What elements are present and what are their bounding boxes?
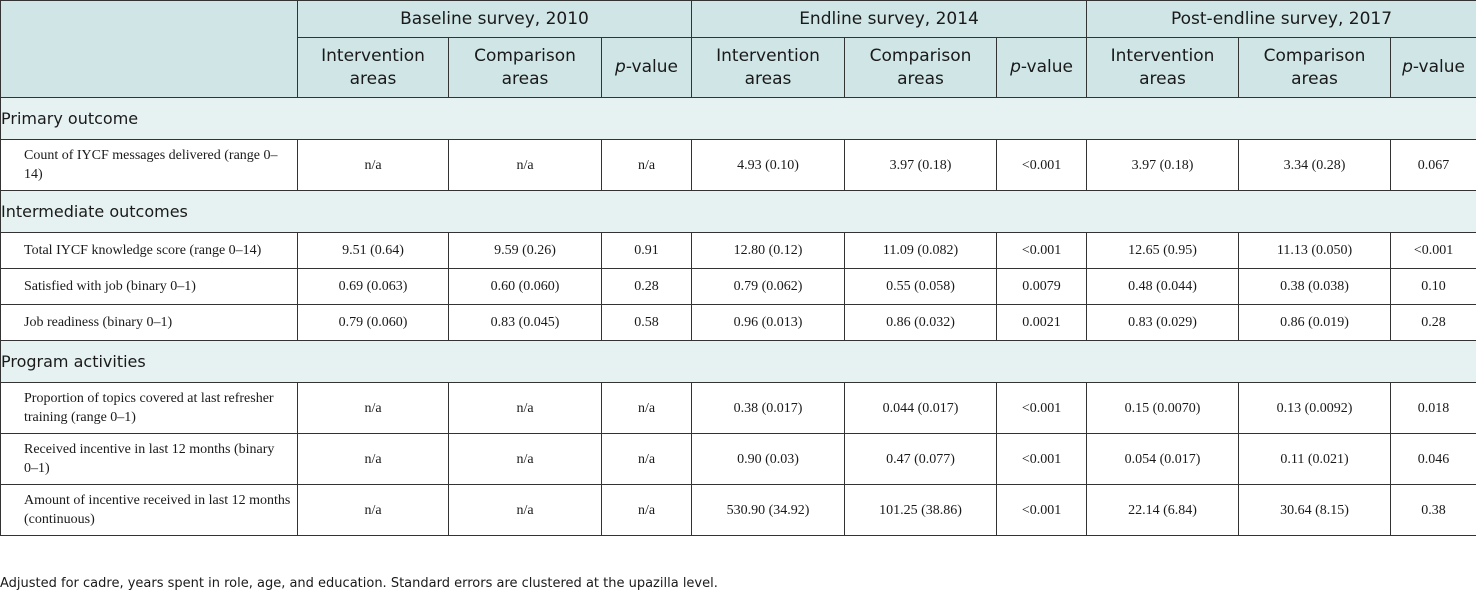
p-value-cell: <0.001 (997, 383, 1087, 434)
value-cell: 3.34 (0.28) (1239, 140, 1391, 191)
value-cell: 0.79 (0.060) (298, 305, 449, 341)
value-cell: 0.83 (0.045) (449, 305, 602, 341)
value-cell: 0.38 (0.017) (692, 383, 845, 434)
p-value-cell: 0.10 (1391, 269, 1476, 305)
value-cell: n/a (298, 485, 449, 536)
value-cell: n/a (298, 383, 449, 434)
value-cell: 0.38 (0.038) (1239, 269, 1391, 305)
value-cell: 0.86 (0.032) (845, 305, 997, 341)
value-cell: 12.65 (0.95) (1087, 233, 1239, 269)
value-cell: 0.15 (0.0070) (1087, 383, 1239, 434)
section-title: Program activities (1, 341, 1476, 383)
section-title: Primary outcome (1, 98, 1476, 140)
value-cell: 0.48 (0.044) (1087, 269, 1239, 305)
header-comparison-areas: Comparison areas (1239, 38, 1391, 98)
value-cell: 22.14 (6.84) (1087, 485, 1239, 536)
value-cell: 0.79 (0.062) (692, 269, 845, 305)
header-group-post-endline: Post-endline survey, 2017 (1087, 1, 1476, 38)
table-footnote: Adjusted for cadre, years spent in role, age, and education. Standard errors are clustered at the upazilla level. (0, 576, 718, 591)
row-label: Proportion of topics covered at last refresher training (range 0–1) (1, 383, 298, 434)
row-label: Job readiness (binary 0–1) (1, 305, 298, 341)
value-cell: 9.59 (0.26) (449, 233, 602, 269)
p-value-cell: n/a (602, 383, 692, 434)
p-value-cell: 0.38 (1391, 485, 1476, 536)
table-row (1, 140, 1476, 191)
table-row (1, 383, 1476, 434)
p-value-cell: n/a (602, 434, 692, 485)
value-cell: 0.86 (0.019) (1239, 305, 1391, 341)
header-blank-cell (1, 1, 298, 98)
row-label: Satisfied with job (binary 0–1) (1, 269, 298, 305)
table-row (1, 233, 1476, 269)
value-cell: 3.97 (0.18) (1087, 140, 1239, 191)
value-cell: 0.13 (0.0092) (1239, 383, 1391, 434)
row-label: Received incentive in last 12 months (binary 0–1) (1, 434, 298, 485)
value-cell: n/a (449, 383, 602, 434)
header-comparison-areas: Comparison areas (449, 38, 602, 98)
p-value-cell: 0.28 (602, 269, 692, 305)
value-cell: 11.13 (0.050) (1239, 233, 1391, 269)
p-value-cell: <0.001 (1391, 233, 1476, 269)
header-intervention-areas: Intervention areas (1087, 38, 1239, 98)
header-intervention-areas: Intervention areas (692, 38, 845, 98)
p-value-cell: <0.001 (997, 434, 1087, 485)
value-cell: 0.55 (0.058) (845, 269, 997, 305)
value-cell: 9.51 (0.64) (298, 233, 449, 269)
row-label: Amount of incentive received in last 12 months (continuous) (1, 485, 298, 536)
value-cell: 4.93 (0.10) (692, 140, 845, 191)
value-cell: 11.09 (0.082) (845, 233, 997, 269)
p-value-cell: 0.28 (1391, 305, 1476, 341)
value-cell: n/a (298, 140, 449, 191)
value-cell: n/a (449, 485, 602, 536)
p-value-cell: n/a (602, 485, 692, 536)
value-cell: 530.90 (34.92) (692, 485, 845, 536)
value-cell: 3.97 (0.18) (845, 140, 997, 191)
p-value-cell: 0.58 (602, 305, 692, 341)
section-row-program (1, 341, 1476, 383)
header-comparison-areas: Comparison areas (845, 38, 997, 98)
table-row (1, 434, 1476, 485)
value-cell: 0.90 (0.03) (692, 434, 845, 485)
table-row (1, 485, 1476, 536)
value-cell: 0.60 (0.060) (449, 269, 602, 305)
p-value-cell: <0.001 (997, 140, 1087, 191)
value-cell: 30.64 (8.15) (1239, 485, 1391, 536)
section-row-primary (1, 98, 1476, 140)
p-value-cell: 0.0021 (997, 305, 1087, 341)
p-value-cell: 0.0079 (997, 269, 1087, 305)
p-value-cell: 0.067 (1391, 140, 1476, 191)
value-cell: n/a (449, 434, 602, 485)
value-cell: 0.47 (0.077) (845, 434, 997, 485)
header-group-endline: Endline survey, 2014 (692, 1, 1087, 38)
value-cell: 101.25 (38.86) (845, 485, 997, 536)
p-value-cell: 0.046 (1391, 434, 1476, 485)
p-value-cell: 0.018 (1391, 383, 1476, 434)
header-intervention-areas: Intervention areas (298, 38, 449, 98)
row-label: Count of IYCF messages delivered (range 0–14) (1, 140, 298, 191)
value-cell: n/a (449, 140, 602, 191)
value-cell: 0.83 (0.029) (1087, 305, 1239, 341)
p-value-cell: <0.001 (997, 233, 1087, 269)
header-p-value: p-value (602, 38, 692, 98)
value-cell: 0.044 (0.017) (845, 383, 997, 434)
table-row (1, 269, 1476, 305)
header-p-value: p-value (997, 38, 1087, 98)
value-cell: 0.054 (0.017) (1087, 434, 1239, 485)
value-cell: 0.69 (0.063) (298, 269, 449, 305)
header-group-baseline: Baseline survey, 2010 (298, 1, 692, 38)
section-title: Intermediate outcomes (1, 191, 1476, 233)
value-cell: 12.80 (0.12) (692, 233, 845, 269)
section-row-intermediate (1, 191, 1476, 233)
header-p-value: p-value (1391, 38, 1476, 98)
row-label: Total IYCF knowledge score (range 0–14) (1, 233, 298, 269)
p-value-cell: <0.001 (997, 485, 1087, 536)
table-row (1, 305, 1476, 341)
value-cell: 0.11 (0.021) (1239, 434, 1391, 485)
value-cell: n/a (298, 434, 449, 485)
header-group-row (1, 1, 1476, 38)
p-value-cell: n/a (602, 140, 692, 191)
value-cell: 0.96 (0.013) (692, 305, 845, 341)
p-value-cell: 0.91 (602, 233, 692, 269)
